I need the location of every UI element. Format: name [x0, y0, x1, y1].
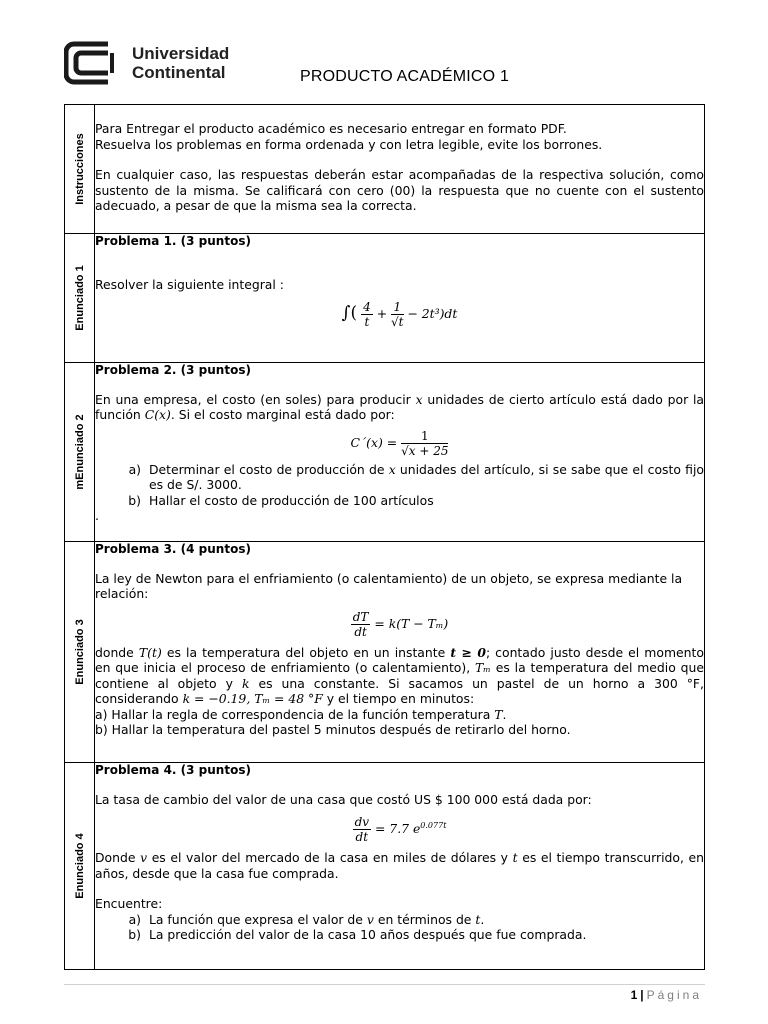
p4-item-a-label: a) — [128, 911, 141, 927]
problem-4-description — [95, 850, 704, 881]
math-tm: Tₘ — [475, 660, 491, 675]
instructions-line-2: Resuelva los problemas en forma ordenada y con letra legible, evite los borrones. — [95, 136, 603, 152]
row-problem-4 — [65, 763, 705, 970]
desc-part-3: ; contado justo desde el momento en que inicia el proceso de enfriamiento (o calentamiento), — [95, 644, 704, 675]
side-cell-problem-4 — [65, 763, 95, 970]
p4-item-b-text: La predicción del valor de la casa 10 años después que fue comprada. — [149, 927, 587, 942]
item-a-label: a) — [128, 461, 141, 477]
integral-tail: − 2t³)dt — [407, 306, 458, 321]
rate-rhs-base: = 7.7 e — [374, 821, 421, 836]
math-t-inequality: t ≥ 0 — [450, 644, 486, 660]
side-cell-instructions — [65, 105, 95, 234]
footer-separator: | — [640, 988, 644, 1002]
math-t-of-t: T(t) — [138, 644, 162, 660]
rate-fraction — [353, 815, 371, 844]
desc-part-6: y el tiempo en minutos: — [326, 691, 475, 706]
problem-2-title: Problema 2. (3 puntos) — [95, 363, 251, 377]
integral-plus: + — [376, 306, 388, 321]
logo-wordmark — [132, 44, 229, 82]
math-capital-t: T — [494, 706, 503, 722]
newton-denominator: dt — [354, 624, 367, 639]
item-a-part-2: unidades del artículo, si se sabe que el costo fijo es de S/. 3000. — [149, 461, 704, 492]
footer-divider — [64, 984, 705, 985]
content-instructions — [95, 105, 705, 234]
problem-3-title: Problema 3. (4 puntos) — [95, 542, 251, 556]
math-k: k — [241, 675, 250, 691]
statement-part-a: En una empresa, el costo (en soles) para producir — [95, 391, 411, 407]
integral-open: ∫( — [341, 303, 358, 323]
instructions-line-1: Para Entregar el producto académico es necesario entregar en formato PDF. — [95, 121, 567, 136]
side-label-instructions: Instrucciones — [73, 133, 86, 205]
p4-item-a-part-2: en términos de — [377, 911, 472, 927]
p4-item-a-part-1: La función que expresa el valor de — [149, 911, 363, 927]
content-problem-3 — [95, 542, 705, 763]
newton-equation — [95, 610, 704, 639]
side-cell-problem-3 — [65, 542, 95, 763]
desc-part-5: es una constante. Si sacamos un pastel de un horno a 300 °F, considerando — [95, 675, 704, 706]
document-title: PRODUCTO ACADÉMICO 1 — [300, 68, 510, 85]
page-word: Página — [646, 988, 702, 1002]
side-label-problem-1: Enunciado 1 — [73, 265, 86, 331]
fraction-2-numerator: 1 — [391, 300, 403, 315]
math-var-x: x — [415, 391, 423, 407]
p4-item-b-label: b) — [128, 927, 141, 942]
side-label-problem-3: Enunciado 3 — [73, 619, 86, 685]
rate-denominator: dt — [355, 830, 369, 844]
page-footer — [631, 988, 702, 1002]
desc-part-2: es la temperatura del objeto en un instante — [166, 644, 446, 660]
marginal-cost-equation — [95, 429, 704, 458]
problem-4-item-a — [95, 912, 704, 928]
problem-2-item-b — [95, 493, 704, 509]
problem-3-question-b: b) Hallar la temperatura del pastel 5 minutos después de retirarlo del horno. — [95, 722, 571, 737]
page-number: 1 — [630, 988, 638, 1002]
instructions-paragraph: En cualquier caso, las respuestas deberán estar acompañadas de la respectiva solución, como sustento de la misma. Se calificará con cero (00) la respuesta que no cuente con el sustento adecuado, a pesar de que la misma sea la correcta. — [95, 167, 704, 213]
fraction-1-denominator: t — [364, 315, 370, 329]
math-v: v — [140, 850, 148, 865]
row-problem-2 — [65, 363, 705, 542]
rate-rhs-exponent: 0.077t — [420, 820, 447, 830]
problem-3-question-a: a) Hallar la regla de correspondencia de la función temperatura T. — [95, 706, 507, 722]
p4-item-a-var-v: v — [366, 911, 374, 927]
row-problem-1 — [65, 234, 705, 363]
math-t: t — [512, 850, 518, 865]
statement-part-b: unidades de cierto artículo está dado por la función — [95, 391, 704, 422]
problem-2-statement — [95, 392, 704, 423]
question-a-text: a) Hallar la regla de correspondencia de la función temperatura — [95, 706, 491, 722]
problem-4-title: Problema 4. (3 puntos) — [95, 763, 251, 777]
rate-equation — [95, 815, 704, 844]
problem-4-item-b — [95, 927, 704, 943]
problem-1-text: Resolver la siguiente integral : — [95, 276, 284, 292]
problem-1-integral — [95, 300, 704, 329]
statement-part-c: . Si el costo marginal está dado por: — [170, 407, 395, 422]
newton-numerator: dT — [352, 609, 369, 624]
desc-part-4: es la temperatura del medio que contiene al objeto y — [95, 660, 704, 691]
side-label-problem-2: mEnunciado 2 — [73, 414, 86, 490]
rate-numerator: dv — [354, 815, 370, 829]
marginal-fraction — [401, 429, 448, 458]
side-label-problem-4: Enunciado 4 — [73, 833, 86, 899]
item-a-text — [149, 462, 704, 493]
marginal-numerator: 1 — [401, 429, 448, 444]
logo-mark-icon — [64, 40, 126, 86]
fraction-1-numerator: 4 — [363, 300, 371, 314]
integral-fraction-2 — [391, 300, 403, 329]
problems-table — [64, 104, 705, 970]
p4-item-a-var-t: t — [475, 911, 481, 927]
problem-4-intro: La tasa de cambio del valor de una casa que costó US $ 100 000 está dada por: — [95, 791, 592, 807]
p4-desc-part-3: es el tiempo transcurrido, en años, desde que la casa fue comprada. — [95, 850, 704, 881]
problem-2-item-a — [95, 462, 704, 493]
content-problem-4 — [95, 763, 705, 970]
trailing-dot: . — [95, 508, 99, 523]
math-func-c: C(x) — [144, 407, 171, 422]
problem-4-find: Encuentre: — [95, 896, 163, 911]
university-logo — [64, 40, 230, 86]
side-cell-problem-2 — [65, 363, 95, 542]
p4-desc-part-2: es el valor del mercado de la casa en miles de dólares y — [151, 850, 509, 865]
item-a-part-1: Determinar el costo de producción de — [149, 461, 385, 477]
problem-3-intro: La ley de Newton para el enfriamiento (o calentamiento) de un objeto, se expresa mediante la relación: — [95, 570, 683, 601]
problem-1-title: Problema 1. (3 puntos) — [95, 234, 251, 248]
logo-line-2: Continental — [132, 63, 226, 82]
p4-item-a-text: La función que expresa el valor de v en términos de t. — [149, 911, 485, 927]
problem-3-description — [95, 645, 704, 707]
fraction-2-denominator: √t — [391, 315, 404, 329]
integral-fraction-1 — [361, 300, 373, 329]
logo-line-1: Universidad — [132, 44, 230, 63]
problem-4-list — [95, 912, 704, 943]
row-instructions — [65, 105, 705, 234]
math-k-values: k = −0.19, Tₘ = 48 °F — [182, 691, 323, 706]
marginal-lhs: C´(x) = — [350, 434, 398, 450]
side-cell-problem-1 — [65, 234, 95, 363]
content-problem-2 — [95, 363, 705, 542]
problem-2-list — [95, 462, 704, 509]
desc-part-1: donde — [95, 644, 134, 660]
item-b-label: b) — [128, 492, 141, 508]
row-problem-3 — [65, 542, 705, 763]
marginal-denominator: √x + 25 — [401, 443, 449, 458]
item-b-text: Hallar el costo de producción de 100 artículos — [149, 492, 434, 508]
newton-fraction — [351, 610, 371, 639]
content-problem-1 — [95, 234, 705, 363]
p4-desc-part-1: Donde — [95, 850, 136, 865]
newton-rhs: = k(T − Tₘ) — [374, 615, 449, 631]
item-a-var-x: x — [388, 461, 396, 477]
